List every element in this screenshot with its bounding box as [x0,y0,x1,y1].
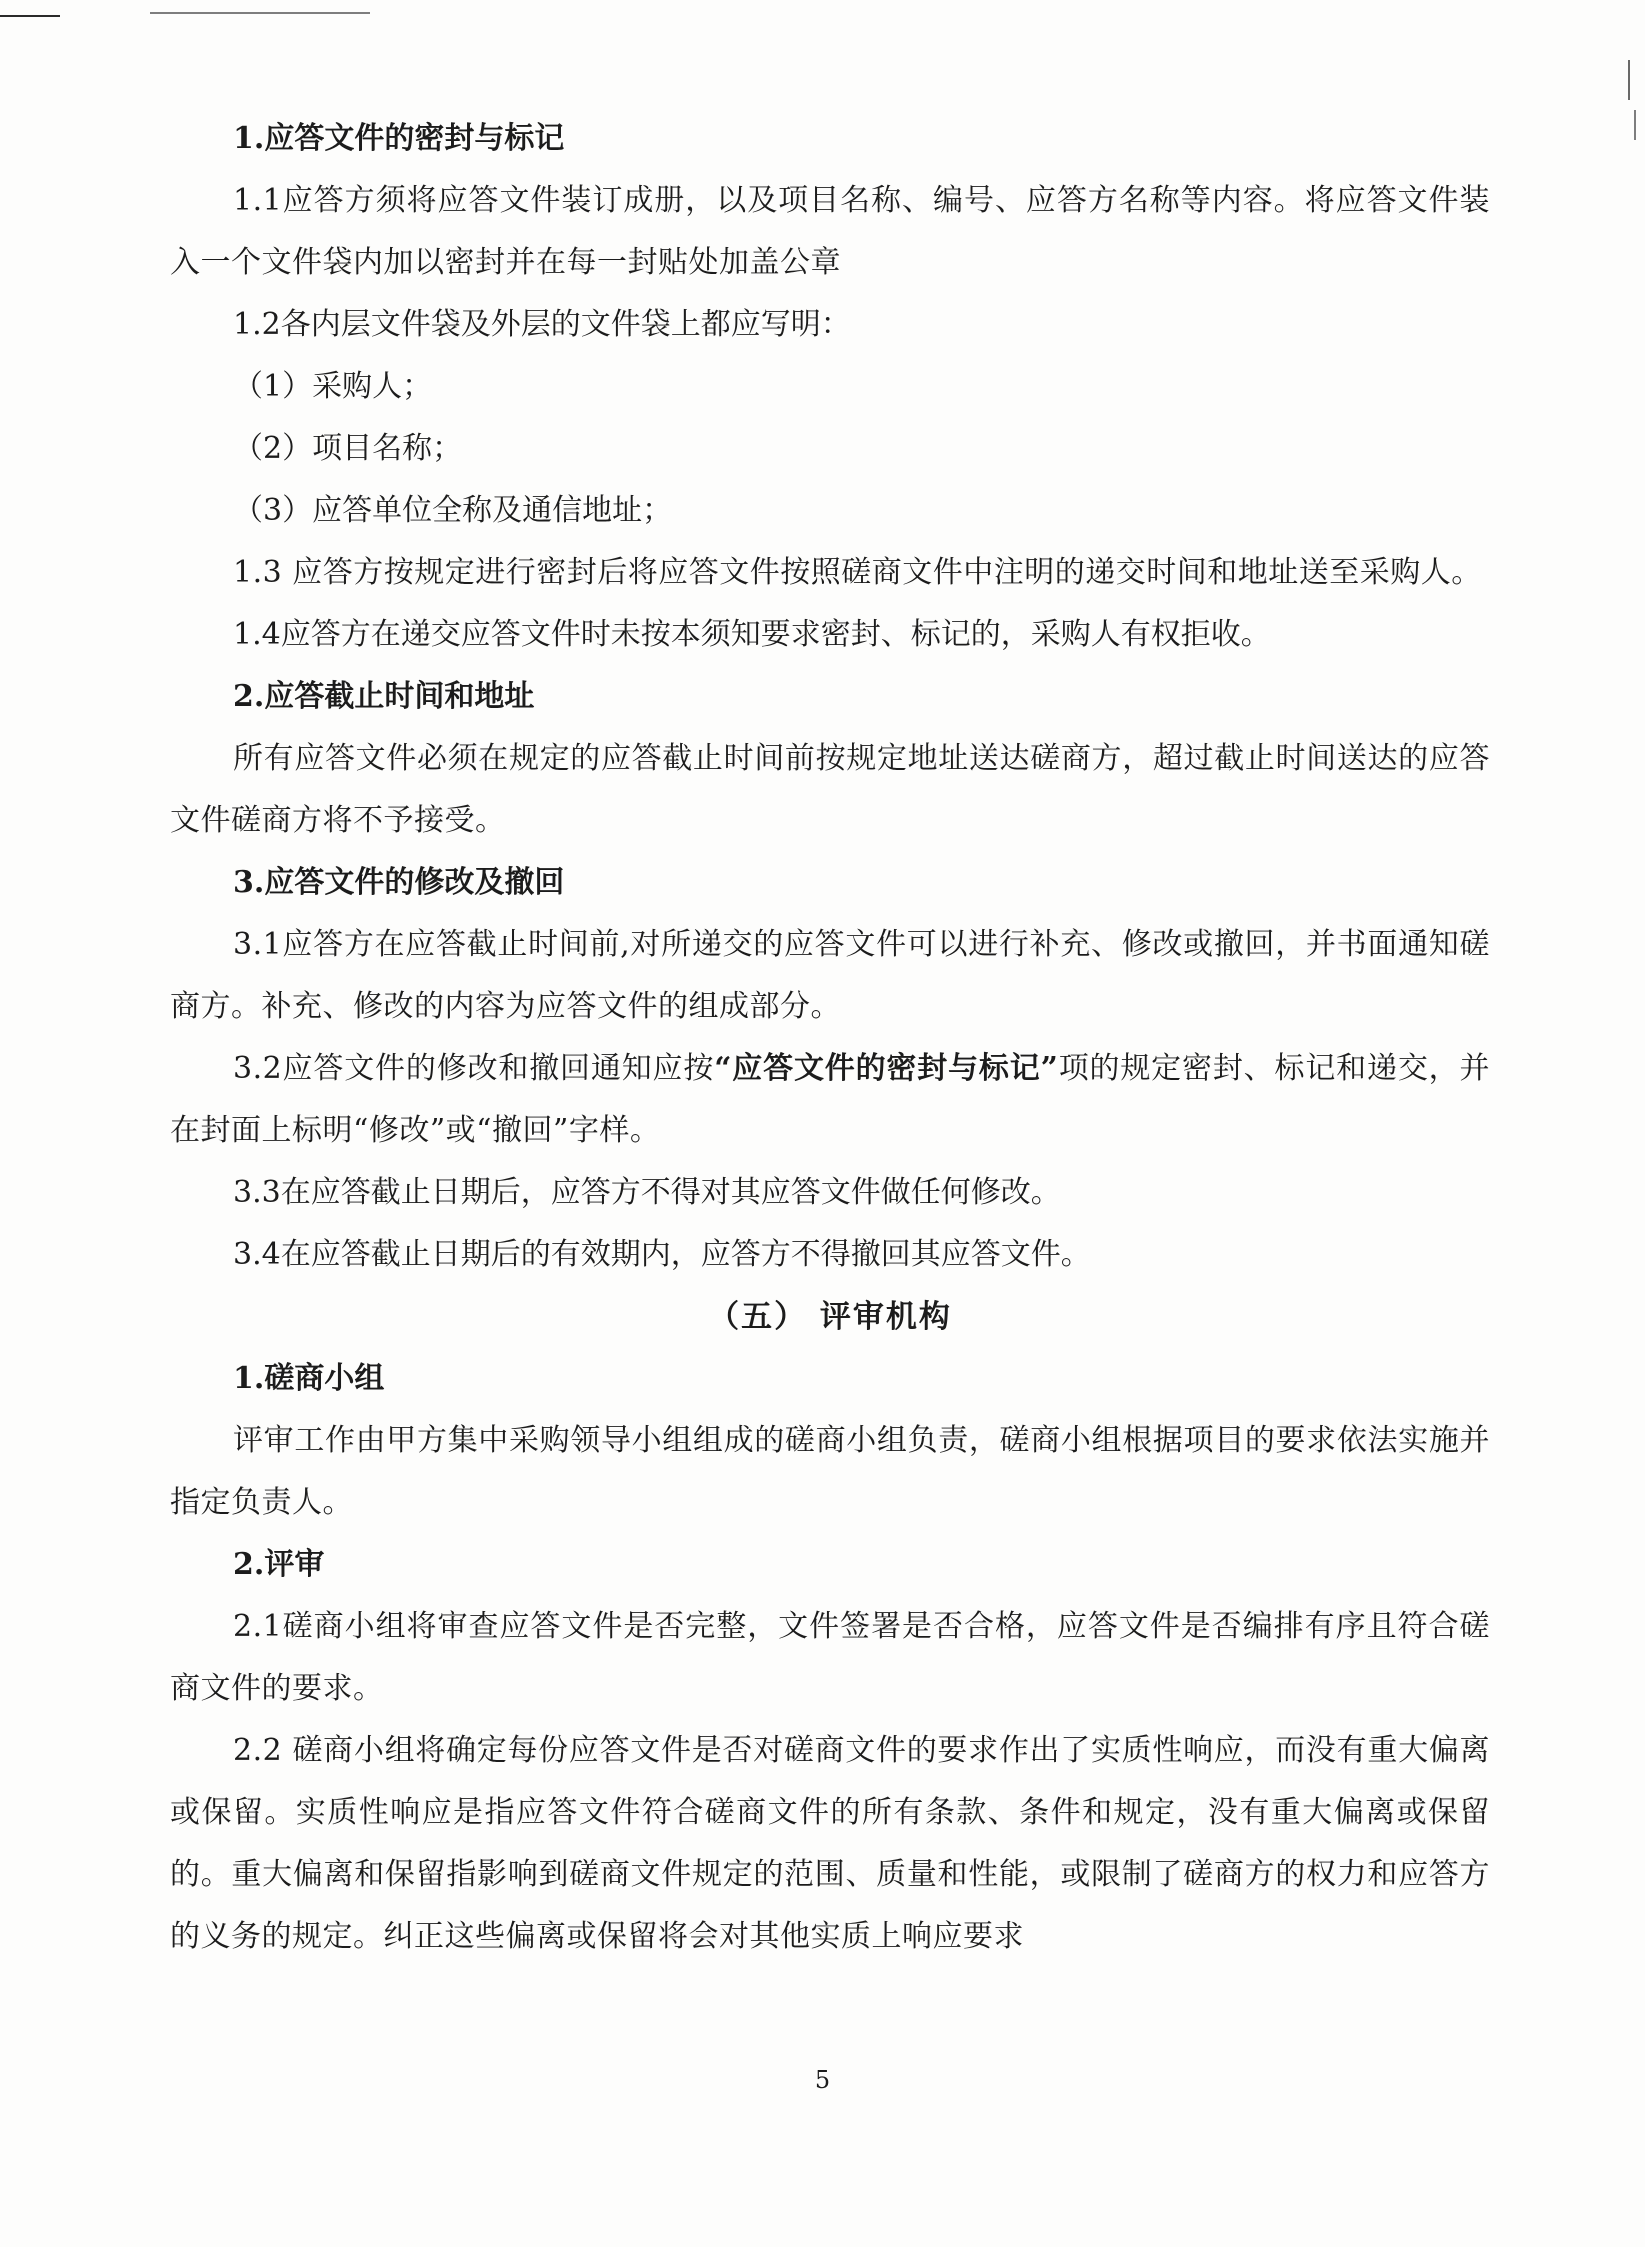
list-item-purchaser: （1）采购人； [233,369,433,404]
paragraph-1-3: 1.3 应答方按规定进行密封后将应答文件按照磋商文件中注明的递交时间和地址送至采购人。 [233,555,1482,590]
heading-sealing-marking: 1.应答文件的密封与标记 [233,121,565,156]
paragraph-2-1: 2.1磋商小组将审查应答文件是否完整，文件签署是否合格，应答文件是否编排有序且符合磋商文件的要求。 [170,1609,1490,1706]
section-title-review-body: （五） 评审机构 [708,1299,952,1335]
paragraph-3-3: 3.3在应答截止日期后，应答方不得对其应答文件做任何修改。 [233,1175,1061,1210]
scan-artifact [150,12,370,14]
scan-artifact [1634,110,1636,140]
paragraph-consultation-group: 评审工作由甲方集中采购领导小组组成的磋商小组负责，磋商小组根据项目的要求依法实施并指定负责人。 [170,1423,1490,1520]
heading-deadline: 2.应答截止时间和地址 [233,679,535,714]
paragraph-1-4: 1.4应答方在递交应答文件时未按本须知要求密封、标记的，采购人有权拒收。 [233,617,1271,652]
paragraph-2-2: 2.2 磋商小组将确定每份应答文件是否对磋商文件的要求作出了实质性响应，而没有重大偏离或保留。实质性响应是指应答文件符合磋商文件的所有条款、条件和规定，没有重大偏离或保留的。重大偏离和保留指影响到磋商文件规定的范围、质量和性能，或限制了磋商方的权力和应答方的义务的规定。纠正这些偏离或保留将会对其他实质上响应要求 [170,1733,1490,1954]
paragraph-1-2: 1.2各内层文件袋及外层的文件袋上都应写明： [233,307,851,342]
paragraph-3-2-after: 项的规定密封、标记和递交，并在封面上标明“修改”或“撤回”字样。 [170,1051,1491,1148]
heading-review: 2.评审 [233,1547,325,1582]
paragraph-1-1: 1.1应答方须将应答文件装订成册，以及项目名称、编号、应答方名称等内容。将应答文件装入一个文件袋内加以密封并在每一封贴处加盖公章 [170,183,1490,280]
paragraph-3-2 [170,1038,1490,1162]
paragraph-3-1: 3.1应答方在应答截止时间前,对所递交的应答文件可以进行补充、修改或撤回，并书面通知磋商方。补充、修改的内容为应答文件的组成部分。 [170,927,1490,1024]
scan-artifact [0,15,60,17]
heading-modify-withdraw: 3.应答文件的修改及撤回 [233,865,565,900]
list-item-project-name: （2）项目名称； [233,431,463,466]
page-number: 5 [814,2066,831,2094]
heading-consultation-group: 1.磋商小组 [233,1361,385,1396]
document-body [170,108,1490,1968]
scan-artifact [1628,60,1630,100]
paragraph-3-2-before: 3.2应答文件的修改和撤回通知应按 [233,1051,715,1086]
paragraph-deadline: 所有应答文件必须在规定的应答截止时间前按规定地址送达磋商方，超过截止时间送达的应答文件磋商方将不予接受。 [170,741,1490,838]
list-item-unit-address: （3）应答单位全称及通信地址； [233,493,673,528]
paragraph-3-4: 3.4在应答截止日期后的有效期内，应答方不得撤回其应答文件。 [233,1237,1091,1272]
paragraph-3-2-emphasis: “应答文件的密封与标记” [714,1051,1059,1086]
